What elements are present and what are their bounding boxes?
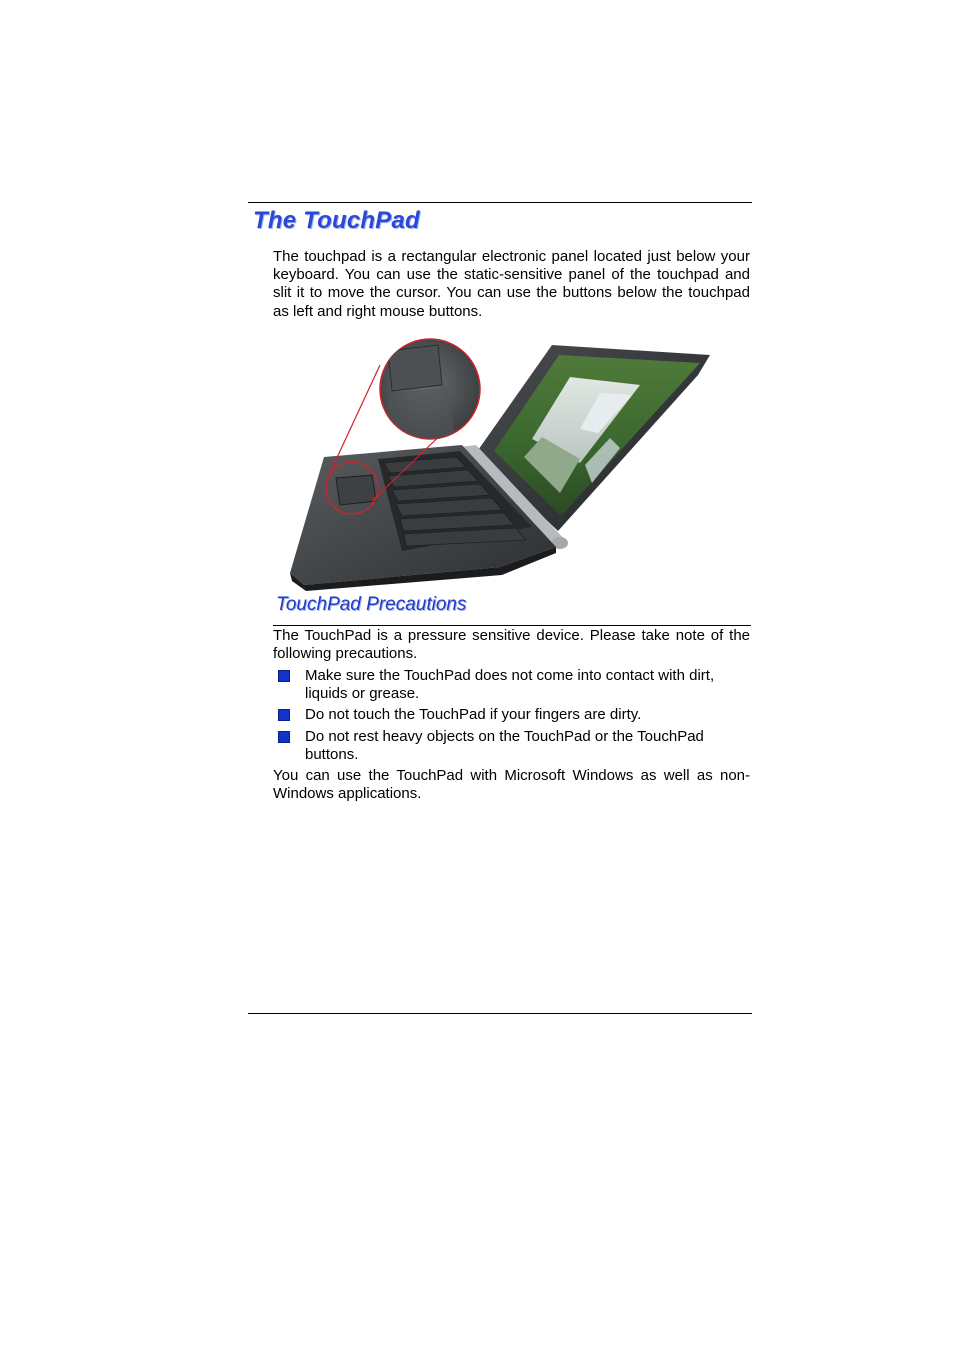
subsection-title: TouchPad Precautions (276, 594, 467, 615)
list-item-text: Do not rest heavy objects on the TouchPad or the TouchPad buttons. (305, 727, 704, 763)
list-item-text: Make sure the TouchPad does not come into contact with dirt, liquids or grease. (305, 667, 715, 703)
list-item (273, 667, 750, 703)
closing-paragraph: You can use the TouchPad with Microsoft Windows as well as non-Windows applications. (273, 767, 750, 803)
footer-rule (248, 1013, 752, 1014)
section-title: The TouchPad (253, 207, 420, 234)
list-item (273, 728, 750, 764)
precautions-list (273, 667, 750, 767)
laptop-figure (280, 333, 720, 591)
subsection-rule (273, 625, 751, 626)
square-bullet-icon (278, 670, 290, 682)
square-bullet-icon (278, 709, 290, 721)
precautions-intro: The TouchPad is a pressure sensitive device. Please take note of the following precautions. (273, 627, 750, 663)
list-item (273, 706, 750, 724)
square-bullet-icon (278, 731, 290, 743)
laptop-touchpad-illustration-icon (280, 333, 720, 591)
header-rule (248, 202, 752, 203)
intro-paragraph: The touchpad is a rectangular electronic panel located just below your keyboard. You can use the static-sensitive panel of the touchpad and slit it to move the cursor. You can use the buttons below the touchpad as left and right mouse buttons. (273, 248, 750, 320)
list-item-text: Do not touch the TouchPad if your fingers are dirty. (305, 706, 642, 724)
